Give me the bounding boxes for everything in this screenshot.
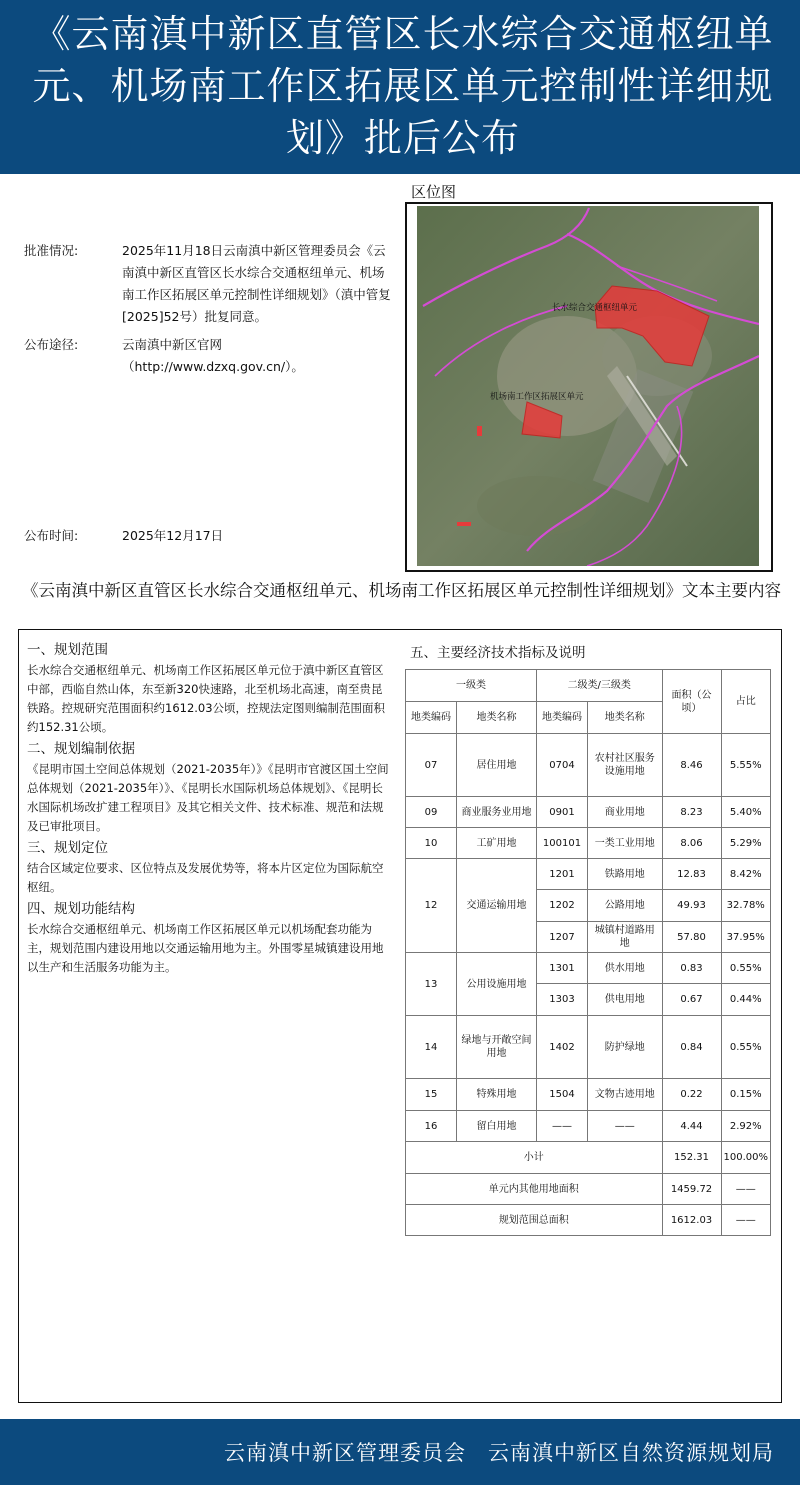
section-text-basis: 《昆明市国土空间总体规划（2021-2035年）》《昆明市官渡区国土空间总体规划（2021-2035年）》、《昆明长水国际机场总体规划》、《昆明长水国际机场改扩建工程项目》及其它相关文件、技术标准、规范和法规及已审批项目。 [27,762,389,833]
table-header-code1: 地类编码 [406,702,457,734]
cell-name2: —— [588,1111,663,1142]
other-ratio: —— [721,1174,771,1205]
section-heading-structure: 四、规划功能结构 [27,901,135,917]
location-map [405,202,773,572]
table-row-total [406,1205,771,1236]
section-heading-scope: 一、规划范围 [27,642,108,658]
map-label-extension: 机场南工作区拓展区单元 [490,392,584,402]
table-row [406,859,771,890]
table-header-name2: 地类名称 [588,702,663,734]
cell-code1: 14 [406,1016,457,1079]
table-row [406,797,771,828]
plan-text-column [27,640,389,979]
section-heading-positioning: 三、规划定位 [27,840,108,856]
cell-code2: 0704 [537,734,588,797]
cell-area: 12.83 [662,859,721,890]
table-title: 五、主要经济技术指标及说明 [410,645,586,661]
cell-ratio: 8.42% [721,859,771,890]
cell-area: 0.67 [662,984,721,1016]
cell-ratio: 0.15% [721,1079,771,1111]
cell-code1: 07 [406,734,457,797]
table-row [406,1079,771,1111]
cell-ratio: 0.44% [721,984,771,1016]
table-row [406,1111,771,1142]
footer-banner [0,1419,800,1485]
cell-area: 0.83 [662,953,721,984]
table-row [406,734,771,797]
total-area: 1612.03 [662,1205,721,1236]
cell-ratio: 32.78% [721,890,771,922]
cell-area: 8.46 [662,734,721,797]
table-row [406,953,771,984]
cell-name2: 供水用地 [588,953,663,984]
cell-code1: 15 [406,1079,457,1111]
content-box [18,629,782,1403]
channel-row [24,334,396,378]
approval-label: 批准情况: [24,243,79,258]
table-header-ratio: 占比 [721,670,771,734]
cell-name2: 防护绿地 [588,1016,663,1079]
cell-area: 8.06 [662,828,721,859]
info-block [24,240,396,384]
cell-code2: 1301 [537,953,588,984]
cell-area: 4.44 [662,1111,721,1142]
cell-name2: 供电用地 [588,984,663,1016]
cell-name2: 农村社区服务设施用地 [588,734,663,797]
publish-time-text: 2025年12月17日 [122,528,224,543]
cell-ratio: 0.55% [721,953,771,984]
cell-name2: 公路用地 [588,890,663,922]
cell-ratio: 0.55% [721,1016,771,1079]
cell-name1: 特殊用地 [457,1079,537,1111]
cell-code2: 1402 [537,1016,588,1079]
approval-row [24,240,396,328]
indicator-table [405,669,771,1236]
cell-code1: 09 [406,797,457,828]
cell-code2: 1504 [537,1079,588,1111]
subtotal-area: 152.31 [662,1142,721,1174]
cell-code2: 1303 [537,984,588,1016]
cell-code2: 100101 [537,828,588,859]
cell-ratio: 37.95% [721,922,771,953]
table-row-other [406,1174,771,1205]
cell-name1: 交通运输用地 [457,859,537,953]
section-text-scope: 长水综合交通枢纽单元、机场南工作区拓展区单元位于滇中新区直管区中部，西临自然山体，东至新320快速路，北至机场北高速，南至贵昆铁路。控规研究范围面积约1612.03公顷，控规法定图则编制范围面积约152.31公顷。 [27,663,386,734]
cell-ratio: 5.40% [721,797,771,828]
approval-text: 2025年11月18日云南滇中新区管理委员会《云南滇中新区直管区长水综合交通枢纽单元、机场南工作区拓展区单元控制性详细规划》（滇中管复[2025]52号）批复同意。 [122,243,391,324]
cell-area: 0.84 [662,1016,721,1079]
table-row-subtotal [406,1142,771,1174]
other-area: 1459.72 [662,1174,721,1205]
subtotal-label: 小计 [406,1142,663,1174]
content-title: 《云南滇中新区直管区长水综合交通枢纽单元、机场南工作区拓展区单元控制性详细规划》文本主要内容 [22,581,781,600]
table-row [406,1016,771,1079]
publish-time-row [24,526,223,544]
table-header-level1: 一级类 [406,670,537,702]
cell-ratio: 2.92% [721,1111,771,1142]
footer-issuers: 云南滇中新区管理委员会 云南滇中新区自然资源规划局 [224,1441,774,1465]
channel-text: 云南滇中新区官网（http://www.dzxq.gov.cn/）。 [122,337,304,374]
satellite-map-image [417,206,759,566]
cell-name2: 商业用地 [588,797,663,828]
cell-name2: 城镇村道路用地 [588,922,663,953]
cell-code2: 1202 [537,890,588,922]
cell-name1: 工矿用地 [457,828,537,859]
cell-ratio: 5.29% [721,828,771,859]
table-header-level23: 二级类/三级类 [537,670,663,702]
cell-code2: 0901 [537,797,588,828]
cell-code2: 1201 [537,859,588,890]
total-label: 规划范围总面积 [406,1205,663,1236]
cell-area: 0.22 [662,1079,721,1111]
cell-name1: 绿地与开敞空间用地 [457,1016,537,1079]
cell-name1: 商业服务业用地 [457,797,537,828]
cell-area: 8.23 [662,797,721,828]
other-label: 单元内其他用地面积 [406,1174,663,1205]
cell-name1: 留白用地 [457,1111,537,1142]
page-title: 《云南滇中新区直管区长水综合交通枢纽单元、机场南工作区拓展区单元控制性详细规划》批后公布 [32,12,774,160]
cell-code2: —— [537,1111,588,1142]
section-text-structure: 长水综合交通枢纽单元、机场南工作区拓展区单元以机场配套功能为主，规划范围内建设用地以交通运输用地为主。外围零星城镇建设用地以生产和生活服务功能为主。 [27,922,384,974]
table-header-area: 面积（公顷） [662,670,721,734]
subtotal-ratio: 100.00% [721,1142,771,1174]
cell-area: 49.93 [662,890,721,922]
cell-code2: 1207 [537,922,588,953]
cell-name1: 公用设施用地 [457,953,537,1016]
table-header-name1: 地类名称 [457,702,537,734]
section-heading-basis: 二、规划编制依据 [27,741,135,757]
cell-area: 57.80 [662,922,721,953]
table-header-code2: 地类编码 [537,702,588,734]
cell-ratio: 5.55% [721,734,771,797]
section-text-positioning: 结合区域定位要求、区位特点及发展优势等，将本片区定位为国际航空枢纽。 [27,861,384,894]
map-title: 区位图 [411,183,457,201]
publish-time-label: 公布时间: [24,528,79,543]
cell-code1: 16 [406,1111,457,1142]
header-banner [0,0,800,174]
cell-name2: 一类工业用地 [588,828,663,859]
cell-code1: 13 [406,953,457,1016]
cell-name1: 居住用地 [457,734,537,797]
cell-code1: 12 [406,859,457,953]
table-row [406,828,771,859]
cell-name2: 铁路用地 [588,859,663,890]
channel-label: 公布途径: [24,337,79,352]
map-label-hub: 长水综合交通枢纽单元 [552,303,638,313]
cell-code1: 10 [406,828,457,859]
cell-name2: 文物古迹用地 [588,1079,663,1111]
total-ratio: —— [721,1205,771,1236]
